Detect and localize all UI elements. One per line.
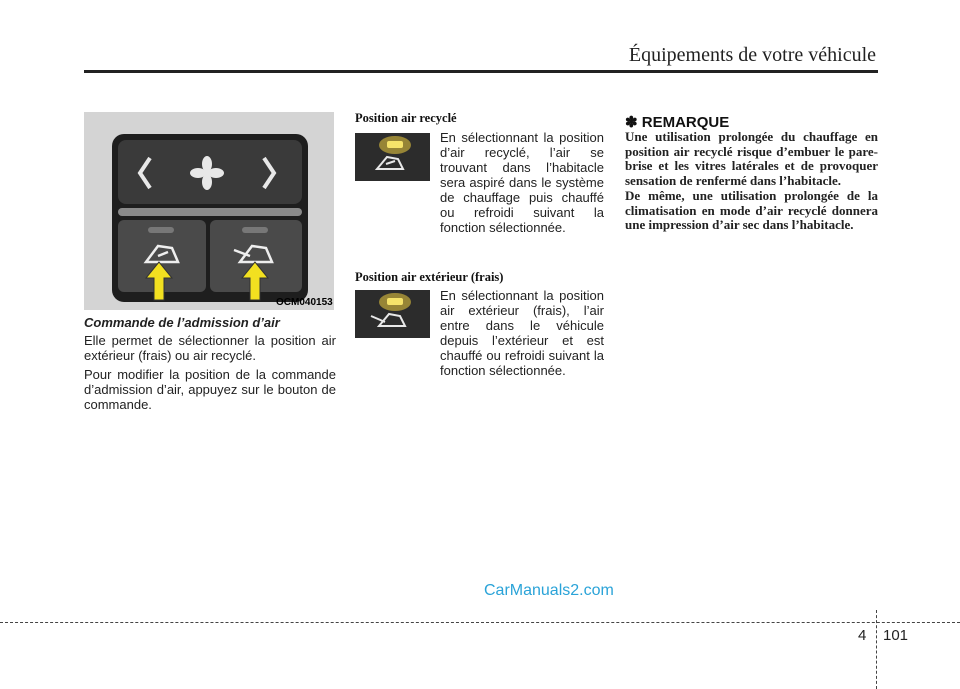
fresh-air-button-image — [355, 290, 430, 338]
indicator-light-icon — [387, 141, 403, 148]
photo-code: OCM040153 — [276, 297, 333, 308]
recycled-description: En sélectionnant la position d’air recyclé, l’air se trouvant dans l’habitacle sera aspiré dans le système de chauffage puis chauffé ou refroidi suivant la fonction sélectionnée. — [440, 130, 604, 235]
section-subtitle: Commande de l’admission d’air — [84, 315, 280, 330]
fresh-air-description: En sélectionnant la position air extérieur (frais), l’air entre dans le véhicule depuis l’extérieur et est chauffé ou refroidi suivant la fonction sélectionnée. — [440, 288, 604, 378]
page-header-title: Équipements de votre véhicule — [628, 44, 876, 66]
recycled-title: Position air recyclé — [355, 111, 457, 125]
header-rule — [84, 70, 878, 73]
intake-control-photo — [84, 112, 334, 310]
chapter-number: 4 — [858, 627, 867, 644]
instruction-paragraph: Pour modifier la position de la commande d’admission d’air, appuyez sur le bouton de commande. — [84, 367, 336, 412]
page-number: 101 — [883, 627, 909, 644]
indicator-light-icon — [387, 298, 403, 305]
footer-rule — [0, 622, 960, 623]
remark-paragraph: Une utilisation prolongée du chauffage en position air recyclé risque d’embuer le pare-brise et les vitres latérales et de provoquer sensation de renfermé dans l’habitacle. — [625, 129, 878, 189]
fresh-air-title: Position air extérieur (frais) — [355, 270, 504, 284]
remark-title: ✽ REMARQUE — [625, 114, 730, 131]
remark-body — [625, 130, 878, 233]
control-panel-illustration — [84, 112, 334, 310]
intro-paragraph: Elle permet de sélectionner la position air extérieur (frais) ou air recyclé. — [84, 333, 336, 363]
remark-paragraph: De même, une utilisation prolongée de la climatisation en mode d’air recyclé donnera une impression d’air sec dans l’habitacle. — [625, 187, 878, 233]
recycled-button-image — [355, 133, 430, 181]
watermark-link[interactable]: CarManuals2.com — [484, 582, 614, 599]
page-number-separator — [876, 610, 877, 689]
